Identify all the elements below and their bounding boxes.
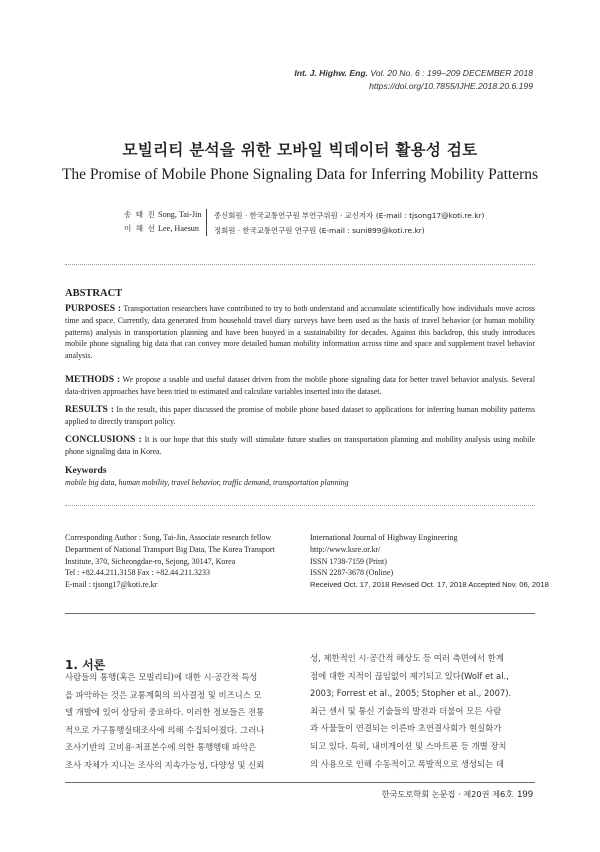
body-line: 조사 자체가 지니는 조사의 지속가능성, 다양성 및 신뢰 xyxy=(65,759,265,770)
author-affiliations xyxy=(214,208,484,238)
journal-info-line: ISSN 2287-3678 (Online) xyxy=(310,568,394,578)
received-dates: Received Oct. 17, 2018 Revised Oct. 17, 2018 Accepted Nov. 06, 2018 xyxy=(310,580,549,590)
affiliation-text: 정회원 · 한국교통연구원 연구원 xyxy=(214,226,317,235)
affiliation-row xyxy=(214,223,484,238)
title-korean: 모빌리티 분석을 위한 모바일 빅데이터 활용성 검토 xyxy=(122,141,478,159)
body-line: 과 사물들이 연결되는 이른바 초연결사회가 현실화가 xyxy=(310,723,502,734)
correspondence-line: Tel : +82.44.211.3158 Fax : +82.44.211.3233 xyxy=(65,568,210,578)
body-line: 최근 센서 및 통신 기술들의 발전과 더불어 모든 사람 xyxy=(310,705,502,716)
section-divider xyxy=(65,613,535,614)
purposes-text: Transportation researchers have contributed to try to both understand and accumulate scientifically how individuals move across time and space. Currently, data generated from household travel diary surveys have been used as the basis of travel behavior (or human mobility patterns) analysis in transportation planning and have been buoyed in a sustainability for decades. Against this backdrop, this study introduces mobile phone signaling big data that can convey more detailed human mobility information across time and space and supplement travel behavior analysis. xyxy=(65,304,536,361)
conclusions-text: It is our hope that this study will stimulate future studies on transportation planning and mobility analysis using mobile phone signaling data in Korea. xyxy=(65,435,535,456)
journal-info-line: ISSN 1738-7159 (Print) xyxy=(310,556,387,566)
body-right-column xyxy=(310,650,538,773)
dotted-divider xyxy=(65,505,535,506)
affiliation-text: 종신회원 · 한국교통연구원 부연구위원 · 교신저자 xyxy=(214,211,374,220)
journal-info-block xyxy=(310,532,549,591)
volume-info: Vol. 20 No. 6 : 199–209 DECEMBER 2018 xyxy=(368,68,533,78)
abstract-results xyxy=(65,404,535,428)
body-line: 2003; Forrest et al., 2005; Stopher et al., 2007). xyxy=(310,688,512,699)
correspondence-line: Institute, 370, Sicheongdae-ro, Sejong, 30147, Korea xyxy=(65,556,236,566)
keywords-heading: Keywords xyxy=(65,465,107,476)
author-email[interactable]: (E-mail : suni899@koti.re.kr) xyxy=(318,226,425,235)
doi-link[interactable]: https://doi.org/10.7855/IJHE.2018.20.6.199 xyxy=(369,81,533,91)
methods-label: METHODS : xyxy=(65,374,121,385)
keywords-list: mobile big data, human mobility, travel behavior, traffic demand, transportation planning xyxy=(65,478,349,487)
journal-info-line: International Journal of Highway Engineering xyxy=(310,533,458,542)
title-english: The Promise of Mobile Phone Signaling Data for Inferring Mobility Patterns xyxy=(61,166,539,183)
page-footer xyxy=(382,789,533,800)
author-row xyxy=(124,222,201,236)
results-label: RESULTS : xyxy=(65,404,114,415)
purposes-label: PURPOSES : xyxy=(65,303,122,314)
body-line: 의 사용으로 인해 수동적이고 폭발적으로 생성되는 데 xyxy=(310,758,504,769)
footer-divider xyxy=(65,782,535,783)
author-divider xyxy=(206,209,207,236)
abstract-purposes xyxy=(65,303,535,362)
author-email[interactable]: (E-mail : tjsong17@koti.re.kr) xyxy=(375,211,485,220)
author-names xyxy=(124,208,201,236)
journal-citation xyxy=(294,68,533,78)
footer-journal: 한국도로학회 논문집 · 제20권 제6호 xyxy=(381,789,514,799)
dotted-divider xyxy=(65,264,535,265)
body-left-column xyxy=(65,669,293,775)
abstract-heading: ABSTRACT xyxy=(65,288,123,299)
conclusions-label: CONCLUSIONS : xyxy=(65,434,142,445)
correspondence-line: Corresponding Author : Song, Tai-Jin, Associate research fellow xyxy=(65,533,272,542)
body-line: 사람들의 통행(혹은 모빌리티)에 대한 시·공간적 특성 xyxy=(65,672,258,682)
body-line: 적으로 가구통행실태조사에 의해 수집되어졌다. 그러나 xyxy=(65,724,265,735)
affiliation-row xyxy=(214,208,484,223)
correspondence-block xyxy=(65,532,275,591)
methods-text: We propose a usable and useful dataset driven from the mobile phone signaling data for better travel behavior analysis. Several data-driven approaches have been tried to estimated and calculate variables inserted into the dataset. xyxy=(65,375,536,396)
journal-url[interactable]: http://www.ksre.or.kr/ xyxy=(310,544,381,554)
body-line: 조사기반의 고비용·저표본수에 의한 통행행태 파악은 xyxy=(65,742,257,753)
body-line: 점에 대한 지적이 끊임없이 제기되고 있다(Wolf et al., xyxy=(310,670,509,681)
section-heading: 1. 서론 xyxy=(65,658,106,672)
author-name-en: Lee, Haesun xyxy=(158,224,199,233)
correspondence-line: Department of National Transport Big Data, The Korea Transport xyxy=(65,544,275,554)
body-line: 델 개발에 있어 상당히 중요하다. 이러한 정보들은 전통 xyxy=(65,707,265,718)
abstract-conclusions xyxy=(65,434,535,458)
journal-name: Int. J. Highw. Eng. xyxy=(294,68,369,78)
body-line: 성, 제한적인 시·공간적 해상도 등 여러 측면에서 한계 xyxy=(310,653,504,663)
abstract-methods xyxy=(65,374,535,398)
author-name-en: Song, Tai-Jin xyxy=(158,210,202,219)
author-row xyxy=(124,208,201,222)
results-text: In the result, this paper discussed the promise of mobile phone based dataset to applications for inferring human mobility patterns applied to directly transport policy. xyxy=(65,405,536,426)
body-line: 을 파악하는 것은 교통계획의 의사결정 및 비즈니스 모 xyxy=(65,689,262,700)
author-name-ko: 송 태 진 xyxy=(124,210,156,219)
author-name-ko: 이 해 선 xyxy=(124,224,156,233)
correspondence-email[interactable]: E-mail : tjsong17@koti.re.kr xyxy=(65,580,158,590)
page-number: 199 xyxy=(517,789,533,800)
body-line: 되고 있다. 특히, 내비게이션 및 스마트폰 등 개별 장치 xyxy=(310,740,507,751)
